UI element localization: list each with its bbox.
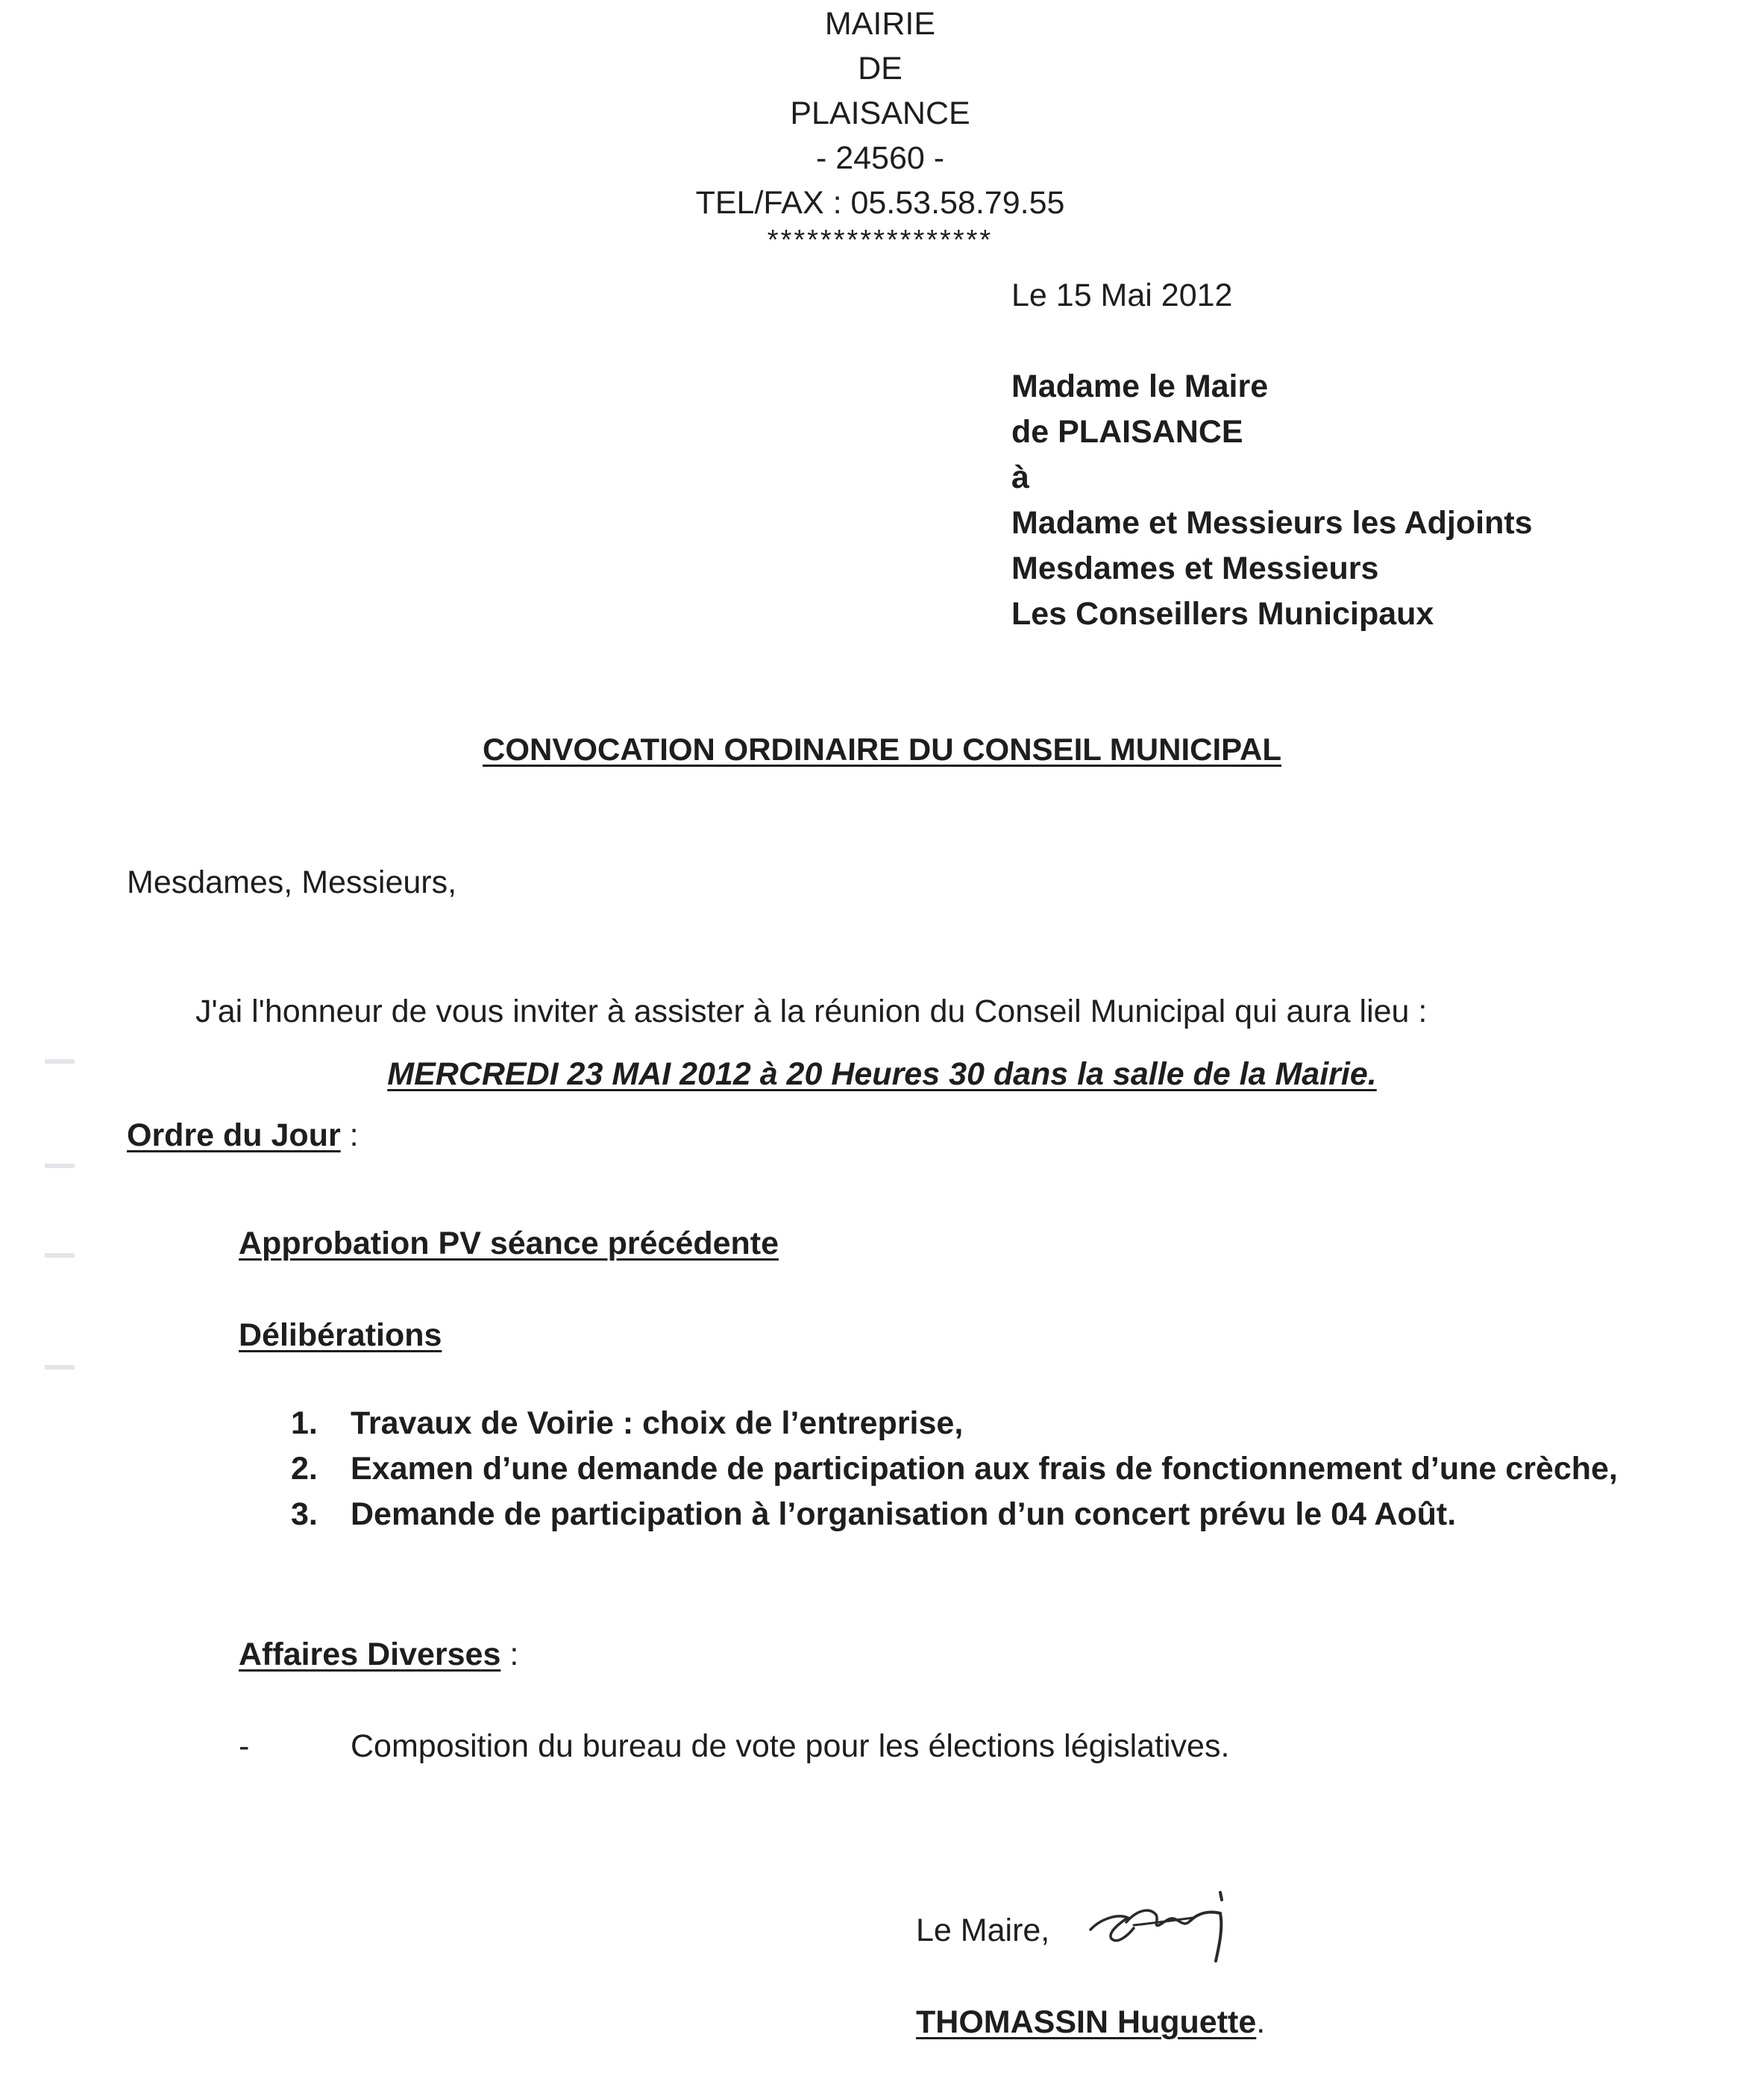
list-item (291, 1446, 1626, 1492)
agenda-label: Ordre du Jour (127, 1117, 341, 1153)
letter-date: Le 15 Mai 2012 (1011, 277, 1233, 313)
letterhead (582, 1, 1178, 255)
letterhead-line: DE (858, 51, 903, 87)
signatory (916, 2000, 1265, 2045)
addressee-line: Madame le Maire (1011, 368, 1269, 404)
list-item-number: 1. (291, 1405, 318, 1441)
meeting-details: MERCREDI 23 MAI 2012 à 20 Heures 30 dans la salle de la Mairie. (387, 1056, 1377, 1092)
meeting-line (0, 1052, 1764, 1096)
addressee-line: à (1011, 459, 1029, 495)
agenda-label-suffix: : (340, 1117, 359, 1153)
list-item-number: 2. (291, 1451, 318, 1487)
redacted-area (1272, 1809, 1566, 2093)
list-item-number: 3. (291, 1496, 318, 1532)
scan-artifact (45, 1253, 75, 1258)
misc-item-text: Composition du bureau de vote pour les élections législatives. (351, 1728, 1230, 1764)
agenda-heading (127, 1113, 359, 1158)
list-item-text: Demande de participation à l’organisation d’un concert prévu le 04 Août. (351, 1496, 1457, 1532)
letterhead-separator: ***************** (767, 225, 994, 256)
signatory-name-suffix: . (1256, 2004, 1266, 2040)
letterhead-line: PLAISANCE (790, 95, 970, 131)
addressee-line: Les Conseillers Municipaux (1011, 596, 1434, 632)
agenda-section-misc (239, 1632, 518, 1677)
agenda-section-title: Approbation PV séance précédente (239, 1226, 779, 1261)
document-title-text: CONVOCATION ORDINAIRE DU CONSEIL MUNICIPAL (482, 732, 1282, 767)
addressee-block (1011, 364, 1533, 637)
agenda-section-title: Délibérations (239, 1317, 442, 1353)
addressee-line: Madame et Messieurs les Adjoints (1011, 505, 1533, 541)
agenda-section-title: Affaires Diverses (239, 1637, 501, 1672)
addressee-line: de PLAISANCE (1011, 414, 1243, 450)
letterhead-line: MAIRIE (824, 6, 936, 42)
addressee-line: Mesdames et Messieurs (1011, 550, 1379, 586)
list-item-text: Examen d’une demande de participation aux frais de fonctionnement d’une crèche, (351, 1451, 1618, 1487)
salutation: Mesdames, Messieurs, (127, 865, 457, 900)
scan-artifact (45, 1164, 75, 1168)
agenda-section-suffix: : (500, 1637, 519, 1672)
document-title (0, 727, 1764, 772)
letterhead-line: - 24560 - (815, 140, 945, 176)
intro-paragraph: J'ai l'honneur de vous inviter à assister à la réunion du Conseil Municipal qui aura lieu : (195, 994, 1428, 1029)
closing-role: Le Maire, (916, 1912, 1050, 1948)
list-item (291, 1492, 1626, 1537)
agenda-section-approval (239, 1221, 779, 1266)
handwritten-signature (1082, 1883, 1253, 1965)
deliberations-list (291, 1401, 1626, 1537)
list-item-text: Travaux de Voirie : choix de l’entreprise, (351, 1405, 964, 1441)
signatory-name: THOMASSIN Huguette (916, 2004, 1257, 2040)
scan-artifact (45, 1365, 75, 1369)
list-item (291, 1401, 1626, 1446)
misc-item-dash: - (239, 1728, 250, 1764)
agenda-section-deliberations (239, 1313, 442, 1358)
letterhead-phone: TEL/FAX : 05.53.58.79.55 (695, 185, 1065, 221)
